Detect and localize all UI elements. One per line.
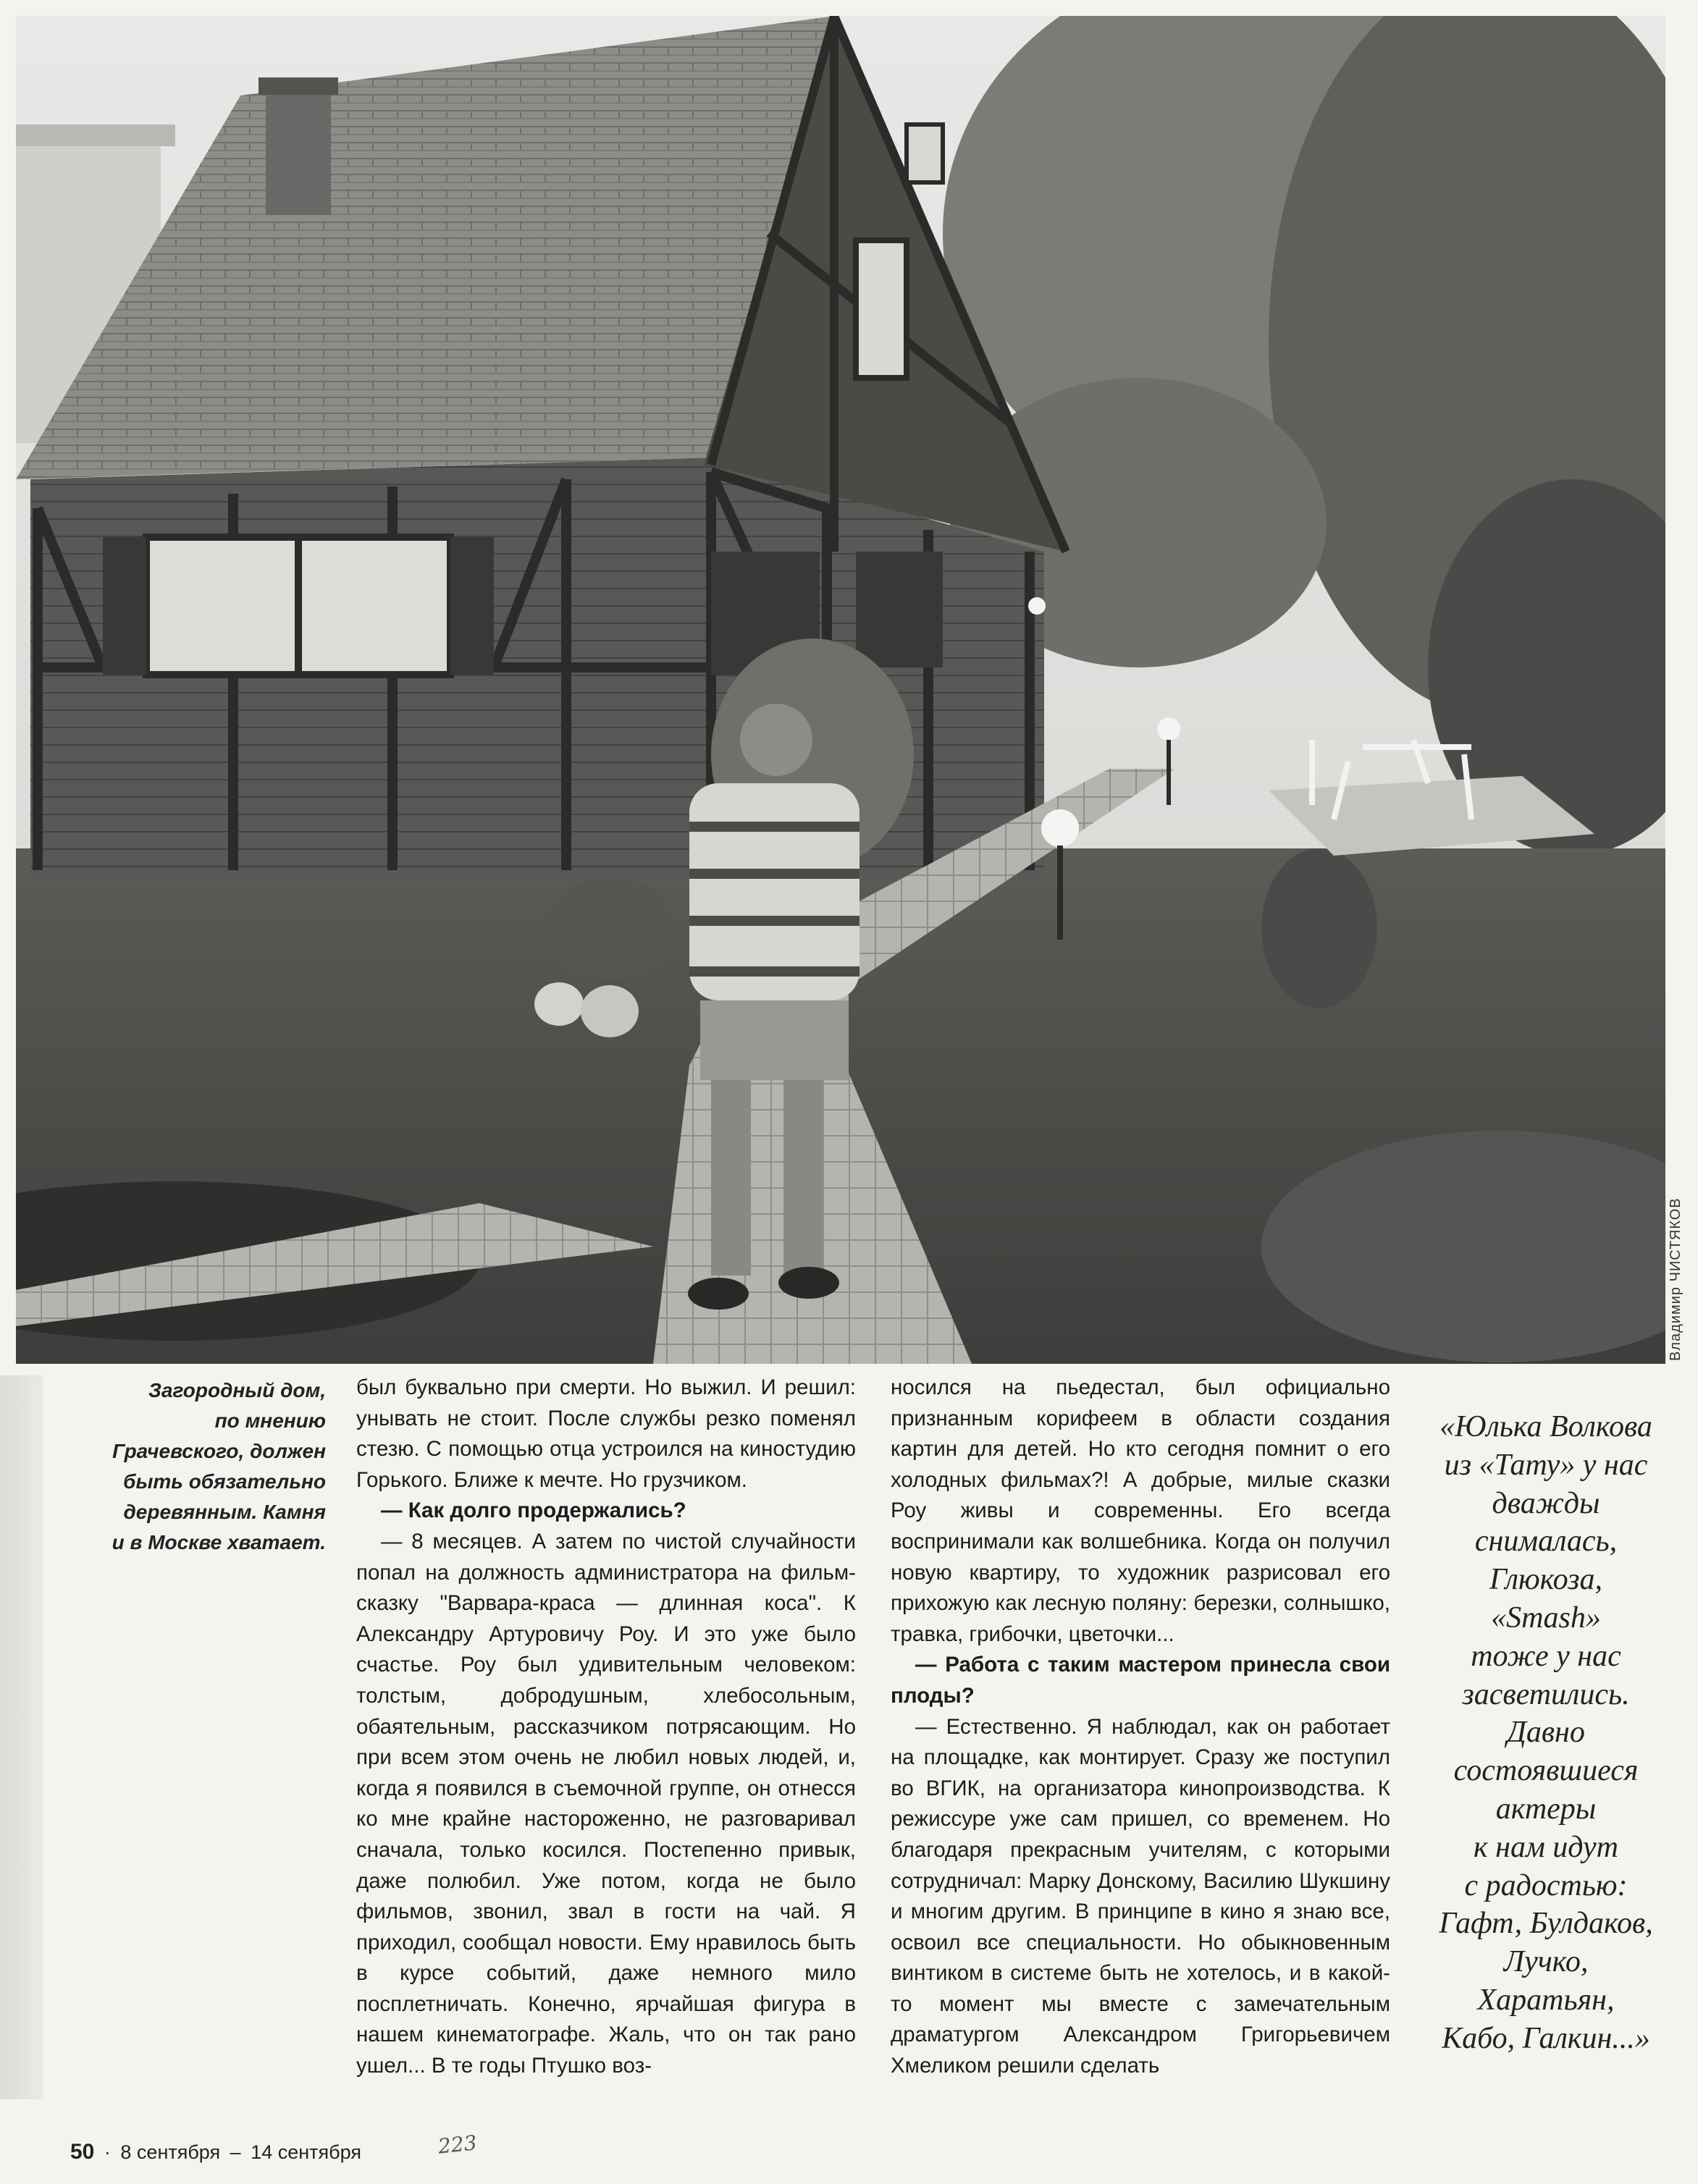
article-paragraph: носился на пьедестал, был официально признанным корифеем в области создания картин для детей. Но кто сегодня помнит о его холодных фильмах?! А добрые, милые сказки Роу живы и современны. Его всегда воспринимали как волшебника. Когда он получил новую квартиру, то художник разрисовал его прихожую как лесную поляну: березки, солнышко, травка, грибочки, цветочки... [891,1375,1390,1646]
issue-date-start: 8 сентября [120,2141,221,2163]
page-number: 50 [70,2140,95,2164]
date-dash: – [230,2141,241,2163]
pull-quote-line: Глюкоза, [1489,1563,1602,1597]
pull-quote [1419,1408,1673,2058]
interview-question: — Как долго продержались? [381,1498,686,1523]
pull-quote-line: тоже у нас [1471,1639,1621,1673]
caption-line: по мнению [214,1409,326,1432]
page-edge-bleed [0,1375,43,2099]
main-photo [16,16,1665,1364]
article-paragraph: был буквально при смерти. Но выжил. И решил: унывать не стоит. После службы резко поменял стезю. С помощью отца устроился на киностудию Горького. Ближе к мечте. Но грузчиком. [356,1375,856,1492]
caption-line: Загородный дом, [148,1379,326,1401]
pull-quote-line: «Smash» [1491,1601,1601,1635]
pull-quote-line: актеры [1495,1792,1597,1826]
photo-credit: Владимир ЧИСТЯКОВ [1668,1197,1684,1361]
article-column-2 [891,1373,1390,2082]
photo-caption [72,1375,326,1558]
caption-line: Грачевского, должен [112,1440,326,1462]
pull-quote-line: к нам идут [1474,1830,1618,1864]
interview-question: — Работа с таким мастером принесла свои плоды? [891,1653,1390,1708]
pull-quote-line: Кабо, Галкин...» [1442,2021,1650,2055]
caption-line: и в Москве хватает. [112,1531,326,1553]
handwritten-note: 223 [437,2130,479,2159]
pull-quote-line: Давно [1507,1716,1585,1750]
pull-quote-line: «Юлька Волкова [1439,1410,1652,1443]
issue-date-end: 14 сентября [251,2141,361,2163]
interview-answer: — Естественно. Я наблюдал, как он работает на площадке, как монтирует. Сразу же поступил во ВГИК, на организатора кинопроизводства. К режиссуре уже сам пришел, со временем. Но благодаря прекрасным учителям, с которыми сотрудничал: Марку Донскому, Василию Шукшину и многим другим. В принципе в кино я знаю все, освоил все специальности. Но обыкновенным винтиком в системе быть не хотелось, и в какой-то момент мы вместе с замечательным драматургом Александром Григорьевичем Хмеликом решили сделать [891,1714,1390,2078]
pull-quote-line: снималась, [1474,1525,1618,1559]
page-footer [70,2140,361,2164]
pull-quote-line: дважды [1492,1486,1600,1520]
caption-line: быть обязательно [123,1470,326,1493]
pull-quote-line: Гафт, Булдаков, [1439,1907,1653,1941]
article-column-1 [356,1373,856,2082]
interview-answer: — 8 месяцев. А затем по чистой случайности попал на должность администратора на фильм-сказку "Варвара-краса — длинная коса". К Александру Артуровичу Роу. И это уже было счастье. Роу был удивительным человеком: толстым, добродушным, хлебосольным, обаятельным, рассказчиком потрясающим. Но при всем этом очень не любил новых людей, и, когда я появился в съемочной группе, он отнесся ко мне крайне настороженно, не разговаривал сначала, только косился. Постепенно привык, даже полюбил. Уже потом, когда не было фильмов, звонил, звал в гости на чай. Я приходил, сообщал новости. Ему нравилось быть в курсе событий, даже немного мило посплетничать. Конечно, ярчайшая фигура в нашем кинематографе. Жаль, что он так рано ушел... В те годы Птушко воз- [356,1529,856,2078]
house-garden-photo-icon [16,16,1665,1364]
pull-quote-line: Харатьян, [1477,1983,1615,2017]
bullet-separator: · [104,2141,111,2163]
pull-quote-line: Лучко, [1503,1945,1589,1979]
pull-quote-line: состоявшиеся [1453,1754,1639,1788]
pull-quote-line: с радостью: [1464,1868,1628,1902]
pull-quote-line: из «Тату» у нас [1444,1448,1648,1482]
caption-line: деревянным. Камня [123,1501,326,1523]
pull-quote-line: засветились. [1462,1677,1630,1711]
